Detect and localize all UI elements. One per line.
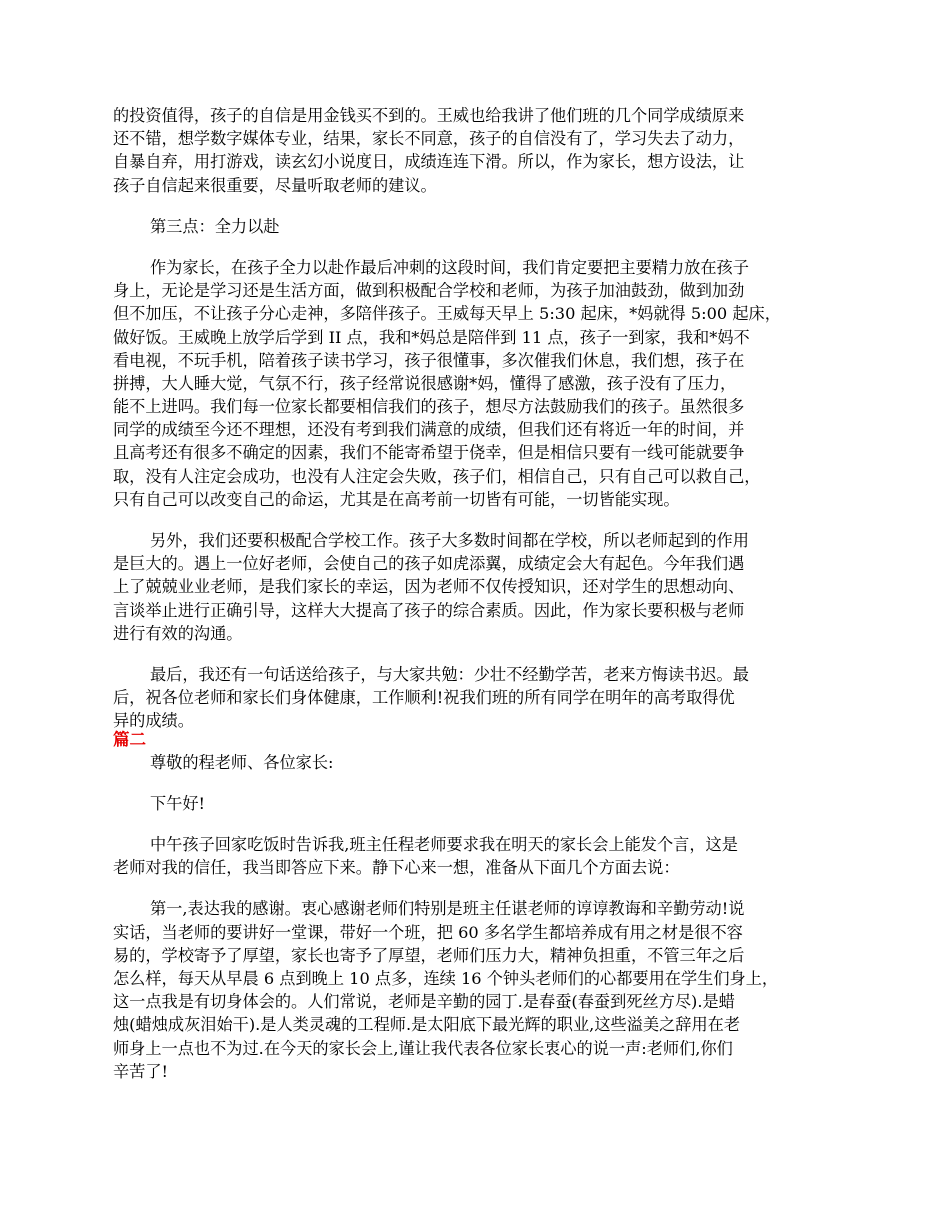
text-line: 这一点我是有切身体会的。人们常说，老师是辛勤的园丁.是春蚕(春蚕到死丝方尽).是蜡 bbox=[113, 992, 735, 1012]
paragraph-gap bbox=[113, 815, 845, 833]
greeting bbox=[113, 792, 845, 815]
text-line: 第三点：全力以赴 bbox=[150, 216, 280, 236]
text-line: 中午孩子回家吃饭时告诉我,班主任程老师要求我在明天的家长会上能发个言，这是 bbox=[150, 835, 738, 855]
text-line: 言谈举止进行正确引导，这样大大提高了孩子的综合素质。因此，作为家长要积极与老师 bbox=[113, 600, 745, 620]
text-line: 尊敬的程老师、各位家长: bbox=[150, 752, 334, 772]
text-line: 第一,表达我的感谢。衷心感谢老师们特别是班主任谌老师的谆谆教诲和辛勤劳动!说 bbox=[150, 899, 745, 919]
text-line: 但不加压，不让孩子分心走神，多陪伴孩子。王威每天早上 5:30 起床，*妈就得 5:00 起床， bbox=[113, 304, 781, 324]
text-line: 烛(蜡烛成灰泪始干).是人类灵魂的工程师.是太阳底下最光辉的职业,这些溢美之辞用在老 bbox=[113, 1015, 741, 1035]
paragraph-gap bbox=[113, 645, 845, 663]
section-title bbox=[113, 215, 845, 238]
text-line: 拼搏，大人睡大觉，气氛不行，孩子经常说很感谢*妈，懂得了感激，孩子没有了压力， bbox=[113, 373, 737, 393]
text-line: 身上，无论是学习还是生活方面，做到积极配合学校和老师，为孩子加油鼓劲，做到加劲 bbox=[113, 281, 745, 301]
paragraph-gap bbox=[113, 774, 845, 792]
text-line: 师身上一点也不为过.在今天的家长会上,谨让我代表各位家长衷心的说一声:老师们,你们 bbox=[113, 1038, 733, 1058]
paragraph bbox=[113, 663, 845, 733]
text-line: 后，祝各位老师和家长们身体健康，工作顺利!祝我们班的所有同学在明年的高考取得优 bbox=[113, 688, 735, 708]
section-heading: 篇二 bbox=[113, 729, 146, 749]
salutation bbox=[113, 751, 845, 774]
text-line: 另外，我们还要积极配合学校工作。孩子大多数时间都在学校，所以老师起到的作用 bbox=[150, 531, 749, 550]
text-line: 上了兢兢业业老师，是我们家长的幸运，因为老师不仅传授知识，还对学生的思想动向、 bbox=[113, 577, 745, 597]
text-line: 同学的成绩至今还不理想，还没有考到我们满意的成绩，但我们还有将近一年的时间，并 bbox=[113, 420, 745, 440]
text-line: 的投资值得，孩子的自信是用金钱买不到的。王威也给我讲了他们班的几个同学成绩原来 bbox=[113, 106, 745, 125]
text-line: 取，没有人注定会成功，也没有人注定会失败，孩子们，相信自己，只有自己可以救自己， bbox=[113, 466, 761, 486]
text-line: 最后，我还有一句话送给孩子，与大家共勉：少壮不经勤学苦，老来方悔读书迟。最 bbox=[150, 664, 749, 684]
paragraph bbox=[113, 897, 845, 1083]
paragraph bbox=[113, 833, 845, 879]
paragraph bbox=[113, 104, 845, 197]
text-line: 看电视，不玩手机，陪着孩子读书学习，孩子很懂事，多次催我们休息，我们想，孩子在 bbox=[113, 350, 745, 370]
document-body bbox=[113, 104, 845, 1083]
text-line: 且高考还有很多不确定的因素，我们不能寄希望于侥幸，但是相信只要有一线可能就要争 bbox=[113, 443, 745, 463]
text-line: 还不错，想学数字媒体专业，结果，家长不同意，孩子的自信没有了，学习失去了动力， bbox=[113, 129, 745, 149]
text-line: 孩子自信起来很重要，尽量听取老师的建议。 bbox=[113, 175, 437, 195]
paragraph-gap bbox=[113, 879, 845, 897]
text-line: 是巨大的。遇上一位好老师，会使自己的孩子如虎添翼，成绩定会大有起色。今年我们遇 bbox=[113, 554, 745, 574]
text-line: 实话，当老师的要讲好一堂课，带好一个班，把 60 多名学生都培养成有用之材是很不容 bbox=[113, 922, 743, 942]
text-line: 怎么样，每天从早晨 6 点到晚上 10 点多，连续 16 个钟头老师们的心都要用在学生们身上， bbox=[113, 969, 779, 988]
paragraph bbox=[113, 256, 845, 511]
text-line: 能不上进吗。我们每一位家长都要相信我们的孩子，想尽方法鼓励我们的孩子。虽然很多 bbox=[113, 397, 745, 417]
text-line: 异的成绩。 bbox=[113, 711, 194, 731]
text-line: 易的，学校寄予了厚望，家长也寄予了厚望，老师们压力大，精神负担重，不管三年之后 bbox=[113, 945, 745, 965]
text-line: 老师对我的信任，我当即答应下来。静下心来一想，准备从下面几个方面去说： bbox=[113, 858, 680, 878]
text-line: 下午好! bbox=[150, 793, 206, 813]
text-line: 进行有效的沟通。 bbox=[113, 623, 243, 643]
text-line: 辛苦了! bbox=[113, 1061, 169, 1081]
text-line: 做好饭。王威晚上放学后学到 II 点，我和*妈总是陪伴到 11 点，孩子一到家，我和*妈不 bbox=[113, 327, 750, 347]
text-line: 作为家长，在孩子全力以赴作最后冲刺的这段时间，我们肯定要把主要精力放在孩子 bbox=[150, 257, 749, 277]
paragraph-gap bbox=[113, 238, 845, 256]
paragraph-gap bbox=[113, 511, 845, 529]
text-line: 自暴自弃，用打游戏，读玄幻小说度日，成绩连连下滑。所以，作为家长，想方设法，让 bbox=[113, 152, 745, 172]
paragraph bbox=[113, 529, 845, 645]
paragraph-gap bbox=[113, 197, 845, 215]
text-line: 只有自己可以改变自己的命运，尤其是在高考前一切皆有可能，一切皆能实现。 bbox=[113, 489, 680, 509]
